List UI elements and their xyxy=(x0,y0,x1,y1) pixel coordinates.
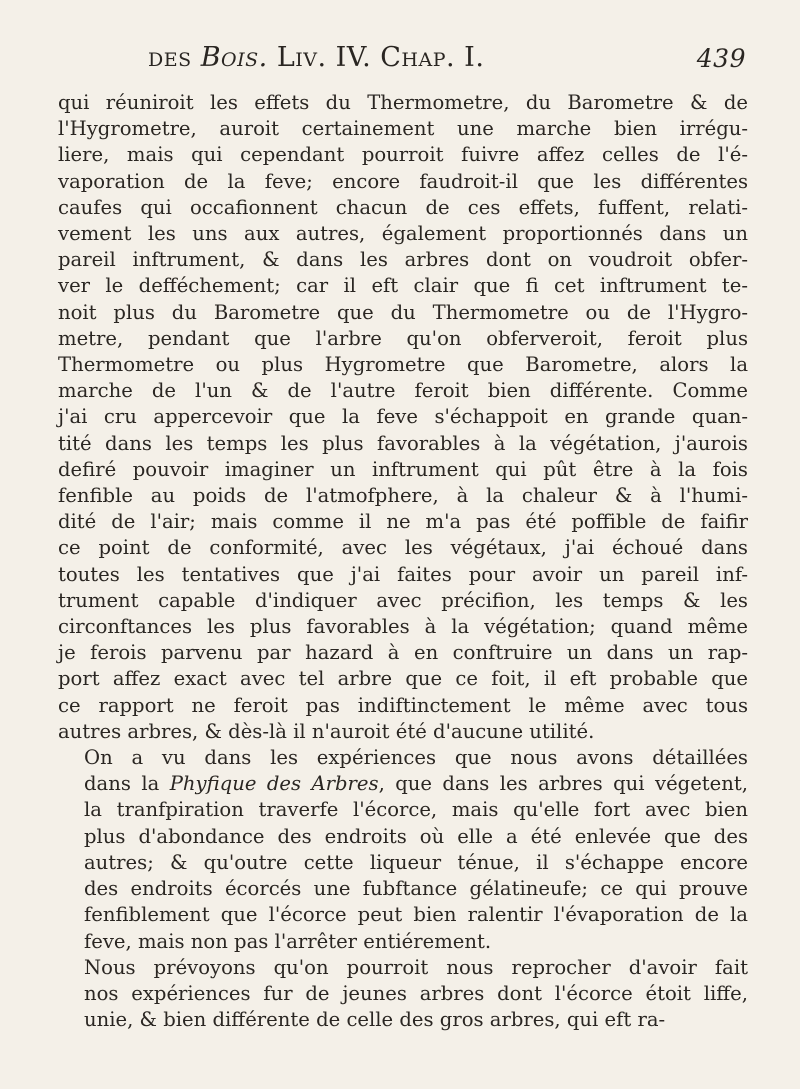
text-line: autres; & qu'outre cette liqueur ténue, il s'échappe encore xyxy=(84,850,748,874)
text-line: vaporation de la feve; encore faudroit-il que les différentes xyxy=(58,169,748,193)
text-line: unie, & bien différente de celle des gros arbres, qui eft ra- xyxy=(84,1008,666,1032)
text-line: ce rapport ne feroit pas indiftinctement le même avec tous xyxy=(58,693,748,717)
text-line: liere, mais qui cependant pourroit fuivre affez celles de l'é- xyxy=(58,143,748,167)
running-header xyxy=(58,38,748,90)
text-line: noit plus du Barometre que du Thermometre ou de l'Hygro- xyxy=(58,300,748,324)
running-title-bois: Bois. xyxy=(200,42,268,73)
text-line: metre, pendant que l'arbre qu'on obferveroit, feroit plus xyxy=(58,326,748,350)
text-line: trument capable d'indiquer avec précifion, les temps & les xyxy=(58,588,748,612)
text-line: ce point de conformité, avec les végétaux, j'ai échoué dans xyxy=(58,536,748,560)
text-line: la tranfpiration traverfe l'écorce, mais qu'elle fort avec bien xyxy=(84,798,748,822)
text-line: ver le defféchement; car il eft clair que fi cet inftrument te- xyxy=(58,274,748,298)
text-line: pareil inftrument, & dans les arbres dont on voudroit obfer- xyxy=(58,248,748,272)
text-line: defiré pouvoir imaginer un inftrument qui pût être à la fois xyxy=(58,457,748,481)
paragraph xyxy=(58,955,748,1034)
text-line: nos expériences fur de jeunes arbres dont l'écorce étoit liffe, xyxy=(84,981,748,1005)
body-text xyxy=(58,90,748,1033)
text-line: plus d'abondance des endroits où elle a été enlevée que des xyxy=(84,824,748,848)
text-line: fenfible au poids de l'atmofphere, à la chaleur & à l'humi- xyxy=(58,484,748,508)
text-line: On a vu dans les expériences que nous avons détaillées xyxy=(84,746,748,770)
text-line: Thermometre ou plus Hygrometre que Barometre, alors la xyxy=(58,353,748,377)
running-title-chapter: Liv. IV. Chap. I. xyxy=(276,42,485,73)
paragraph xyxy=(58,745,748,955)
text-line: des endroits écorcés une fubftance gélatineufe; ce qui prouve xyxy=(84,877,748,901)
text-line: dans la Phyfique des Arbres, que dans les arbres qui végetent, xyxy=(84,772,748,796)
text-line: je ferois parvenu par hazard à en conftruire un dans un rap- xyxy=(58,641,748,665)
book-page xyxy=(58,38,748,1058)
paragraph xyxy=(58,90,748,745)
text-line: caufes qui occafionnent chacun de ces effets, fuffent, relati- xyxy=(58,195,748,219)
running-title-prefix: des xyxy=(148,42,192,73)
text-line: dité de l'air; mais comme il ne m'a pas été poffible de faifir xyxy=(58,510,748,534)
text-line: circonftances les plus favorables à la végétation; quand même xyxy=(58,615,748,639)
text-line: marche de l'un & de l'autre feroit bien différente. Comme xyxy=(58,379,748,403)
text-line: j'ai cru appercevoir que la feve s'échappoit en grande quan- xyxy=(58,405,748,429)
text-line: autres arbres, & dès-là il n'auroit été d'aucune utilité. xyxy=(58,719,595,743)
text-line: tité dans les temps les plus favorables à la végétation, j'aurois xyxy=(58,431,748,455)
text-line: fenfiblement que l'écorce peut bien ralentir l'évaporation de la xyxy=(84,903,748,927)
page-number: 439 xyxy=(696,44,746,73)
text-line: l'Hygrometre, auroit certainement une marche bien irrégu- xyxy=(58,117,748,141)
text-line: vement les uns aux autres, également proportionnés dans un xyxy=(58,222,748,246)
running-title xyxy=(148,42,484,73)
text-line: Nous prévoyons qu'on pourroit nous reprocher d'avoir fait xyxy=(84,955,748,979)
text-line: toutes les tentatives que j'ai faites pour avoir un pareil inf- xyxy=(58,562,748,586)
text-line: feve, mais non pas l'arrêter entiérement. xyxy=(84,929,492,953)
text-line: qui réuniroit les effets du Thermometre, du Barometre & de xyxy=(58,91,748,114)
text-line: port affez exact avec tel arbre que ce foit, il eft probable que xyxy=(58,667,748,691)
